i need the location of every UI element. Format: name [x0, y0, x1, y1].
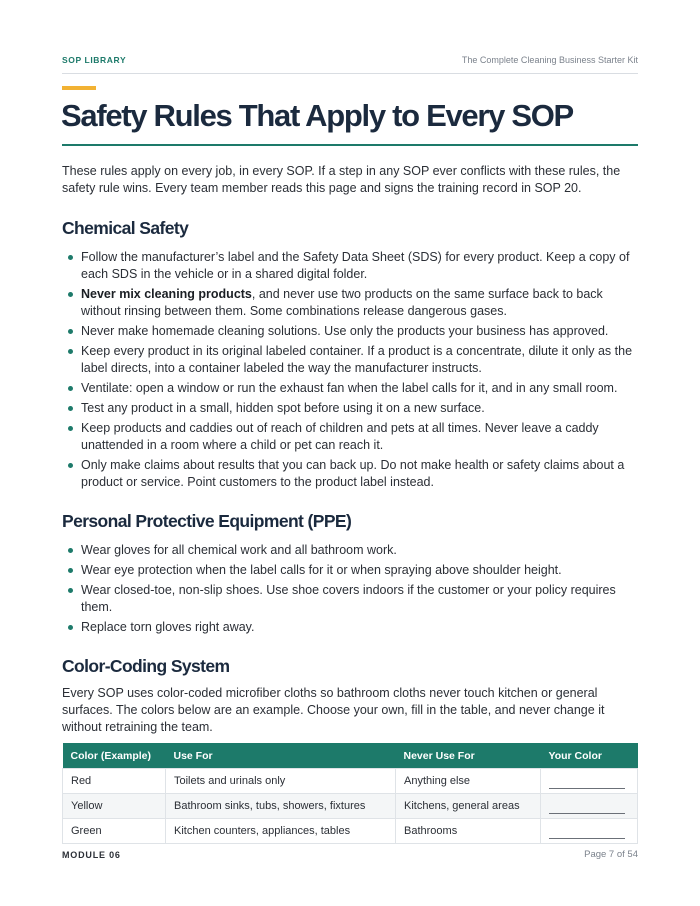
table-cell: Bathrooms [396, 819, 541, 844]
bullet-icon [68, 625, 73, 630]
bullet-icon [68, 588, 73, 593]
emphasis-text: Never mix cleaning products [81, 287, 252, 301]
column-header: Your Color [541, 743, 638, 769]
table-cell: Red [63, 769, 166, 794]
module-label: MODULE 06 [62, 849, 121, 860]
list-item: Never mix cleaning products, and never use two products on the same surface back to back without rinsing between them. Some combinations release dangerous gases. [62, 286, 638, 320]
bullet-icon [68, 292, 73, 297]
list-item: Keep every product in its original labeled container. If a product is a concentrate, dilute it only as the label directs, into a container labeled the way the manufacturer instructs. [62, 343, 638, 377]
table-cell: Green [63, 819, 166, 844]
list-item: Wear gloves for all chemical work and all bathroom work. [62, 542, 638, 559]
table-cell: Kitchen counters, appliances, tables [166, 819, 396, 844]
column-header: Never Use For [396, 743, 541, 769]
table-cell: Toilets and urinals only [166, 769, 396, 794]
table-cell: Anything else [396, 769, 541, 794]
ppe-heading: Personal Protective Equipment (PPE) [62, 511, 352, 531]
ppe-list [62, 542, 638, 636]
column-header: Color (Example) [63, 743, 166, 769]
table-cell: Yellow [63, 794, 166, 819]
list-item: Never make homemade cleaning solutions. Use only the products your business has approved. [62, 323, 638, 340]
your-color-blank [541, 794, 638, 819]
intro-paragraph: These rules apply on every job, in every SOP. If a step in any SOP ever conflicts with these rules, the safety rule wins. Every team member reads this page and signs the training record in SOP 20. [62, 164, 621, 195]
bullet-icon [68, 329, 73, 334]
your-color-blank [541, 769, 638, 794]
page-header [62, 55, 638, 74]
page-number: Page 7 of 54 [584, 849, 638, 860]
list-item: Replace torn gloves right away. [62, 619, 638, 636]
column-header: Use For [166, 743, 396, 769]
your-color-blank [541, 819, 638, 844]
bullet-icon [68, 568, 73, 573]
table-row [63, 769, 638, 794]
list-item: Wear eye protection when the label calls for it or when spraying above shoulder height. [62, 562, 638, 579]
bullet-icon [68, 386, 73, 391]
page-footer [62, 849, 638, 860]
table-header-row [63, 743, 638, 769]
bullet-icon [68, 426, 73, 431]
bullet-icon [68, 349, 73, 354]
page-content [62, 163, 638, 844]
chemical-safety-list [62, 249, 638, 491]
table-row [63, 794, 638, 819]
list-item: Follow the manufacturer’s label and the Safety Data Sheet (SDS) for every product. Keep a copy of each SDS in the vehicle or in a shared digital folder. [62, 249, 638, 283]
kit-title: The Complete Cleaning Business Starter Kit [461, 55, 638, 65]
title-divider [62, 144, 638, 146]
bullet-icon [68, 463, 73, 468]
table-cell: Kitchens, general areas [396, 794, 541, 819]
bullet-icon [68, 406, 73, 411]
list-item: Keep products and caddies out of reach of children and pets at all times. Never leave a caddy unattended in a room where a child or pet can reach it. [62, 420, 638, 454]
accent-bar [62, 86, 96, 90]
color-coding-heading: Color-Coding System [62, 656, 230, 676]
chemical-safety-heading: Chemical Safety [62, 218, 189, 238]
list-item: Only make claims about results that you can back up. Do not make health or safety claims about a product or service. Point customers to the product label instead. [62, 457, 638, 491]
list-item: Wear closed-toe, non-slip shoes. Use shoe covers indoors if the customer or your policy requires them. [62, 582, 638, 616]
page-title: Safety Rules That Apply to Every SOP [61, 98, 573, 133]
table-cell: Bathroom sinks, tubs, showers, fixtures [166, 794, 396, 819]
list-item: Ventilate: open a window or run the exhaust fan when the label calls for it, and in any small room. [62, 380, 638, 397]
list-item: Test any product in a small, hidden spot before using it on a new surface. [62, 400, 638, 417]
color-coding-table [62, 743, 638, 844]
bullet-icon [68, 255, 73, 260]
color-coding-intro: Every SOP uses color-coded microfiber cloths so bathroom cloths never touch kitchen or general surfaces. The colors below are an example. Choose your own, fill in the table, and never change it without retraining the team. [62, 686, 605, 734]
bullet-icon [68, 548, 73, 553]
library-label: SOP LIBRARY [62, 55, 127, 65]
table-row [63, 819, 638, 844]
